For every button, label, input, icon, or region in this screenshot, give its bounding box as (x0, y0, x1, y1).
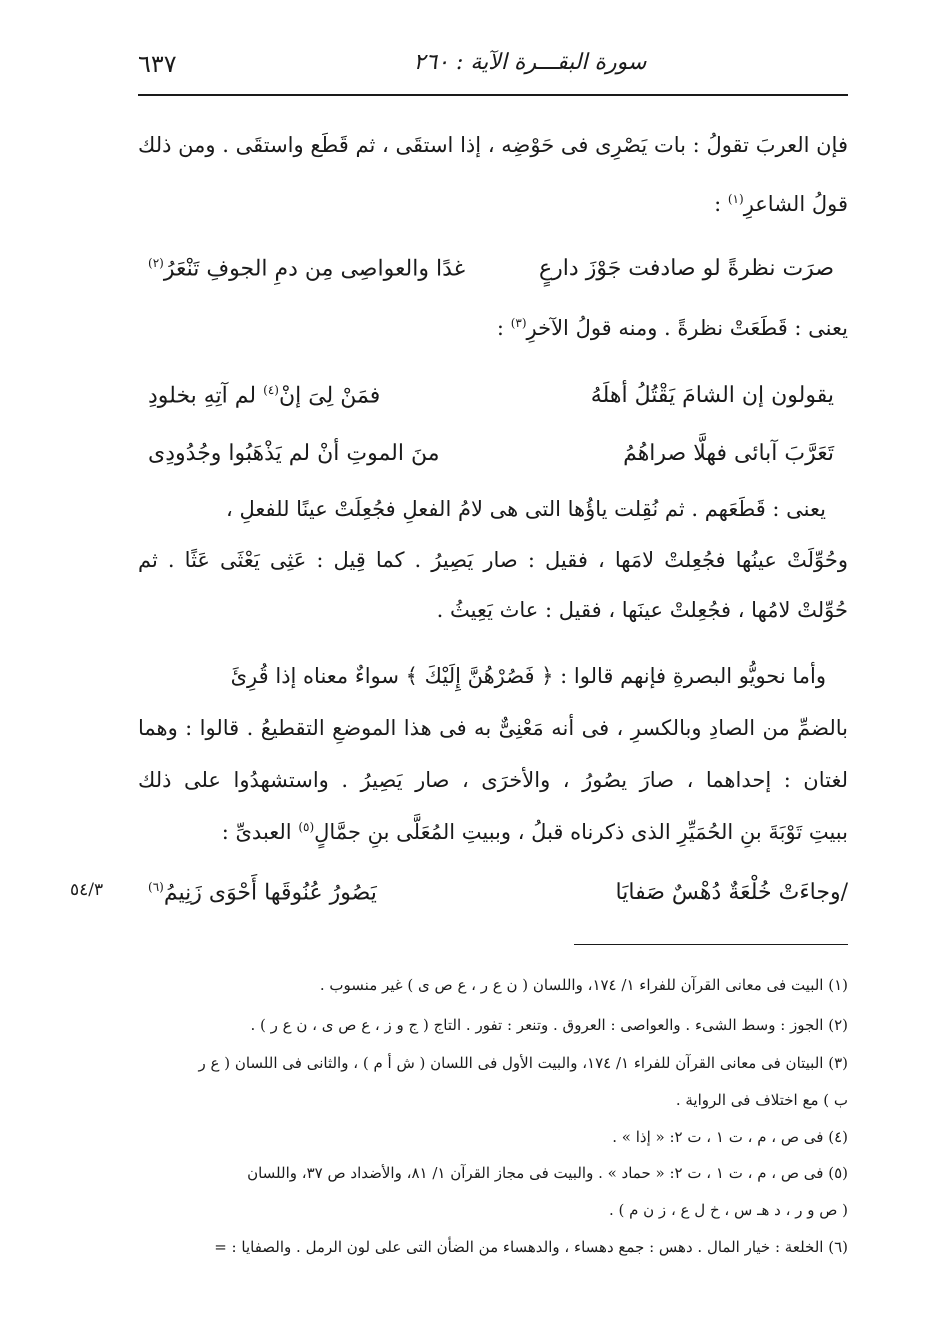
footnote-ref-2: (٢) (148, 256, 164, 270)
footnote-ref-5: (٥) (298, 820, 315, 834)
footnote-5-continued: ( ص و ر ، د هـ س ، خ ل ع ، ز ن م ) . (608, 1201, 848, 1219)
verse-4-second-hemistich: يَصُورُ عُنُوقَها أَحْوَى زَنِيمُ$^{(٦)}$ (148, 880, 377, 906)
text-line-4: يعنى : قَطَعَهم . ثم نُقِلت ياؤُها التى هى لامُ الفعلِ فجُعِلَتْ عينًا للفعلِ ، (226, 497, 826, 521)
text-line-1: فإن العربَ تقولُ : بات يَصْرِى فى حَوْضِه ، إذا استقَى ، ثم قَطَع واستقَى . ومن ذلك (138, 133, 848, 157)
margin-reference: ٥٤/٣ (70, 880, 104, 900)
text-line-6: حُوِّلتْ لامُها ، فجُعِلتْ عينَها ، فقيل : عاث يَعِيثُ . (436, 598, 848, 622)
verse-1-second-hemistich: غدًا والعواصِى مِن دمِ الجوفِ تَنْعَرُ$^{(٢)}$ (148, 256, 466, 282)
footnote-2: (٢) الجوز : وسط الشىء . والعواصى : العروق . وتنعر : تفور . التاج ( ج و ز ، ع ص ى ، ن ع ر ) . (250, 1016, 848, 1034)
verse-4-first-hemistich: /وجاءَتْ خُلْعَةٌ دُهْسٌ صَفايَا (615, 880, 848, 905)
text-line-5: وحُوِّلَتْ عينُها فجُعِلتْ لامَها ، فقيل : صار يَصِيرُ . كما قِيل : عَثِى يَعْثَى عَثًا . ثم (138, 548, 848, 572)
text-line-8: بالضمِّ من الصادِ وبالكسرِ ، فى أنه مَعْنِىٌّ به فى هذا الموضعِ التقطيعُ . قالوا : وهما (138, 716, 848, 740)
footnote-4: (٤) فى ص ، م ، ت ١ ، ت ٢: « إذا » . (612, 1128, 848, 1146)
footnote-ref-6: (٦) (148, 880, 164, 894)
footnote-ref-3: (٣) (510, 316, 527, 330)
text-line-10: ببيتِ تَوْبَةَ بنِ الحُمَيِّرِ الذى ذكرناه قبلُ ، وببيتِ المُعَلَّى بنِ جمَّالٍ$^{(٥)}$ العبدىِّ : (221, 820, 848, 844)
running-header: سورة البقـــرة الآية : ٢٦٠ (413, 50, 647, 75)
footnote-6: (٦) الخلعة : خيار المال . دهس : جمع دهساء ، والدهساء من الضأن التى على لون الرمل . والصفايا : = (214, 1238, 848, 1256)
page-number: ٦٣٧ (138, 50, 177, 78)
footnote-3-continued: ب ) مع اختلاف فى الرواية . (675, 1091, 848, 1109)
footnote-1: (١) البيت فى معانى القرآن للفراء ١/ ١٧٤، واللسان ( ن ع ر ، ع ص ى ) غير منسوب . (319, 976, 848, 994)
footnote-ref-1: (١) (727, 192, 744, 206)
verse-2-first-hemistich: يقولون إن الشامَ يَقْتُلُ أهلَهُ (590, 383, 834, 408)
text-line-7: وأما نحويُّو البصرةِ فإنهم قالوا : ﴿ فَصُرْهُنَّ إِلَيْكَ ﴾ سواءٌ معناه إذا قُرِئَ (230, 664, 826, 688)
verse-3-second-hemistich: منَ الموتِ أنْ لم يَذْهَبُوا وجُدُودِى (148, 441, 440, 466)
footnote-5: (٥) فى ص ، م ، ت ١ ، ت ٢: « حماد » . والبيت فى مجاز القرآن ١/ ٨١، والأضداد ص ٣٧، واللسان (247, 1164, 848, 1182)
text-line-9: لغتان : إحداهما ، صارَ يصُورُ ، والأخرَى ، صار يَصِيرُ . واستشهدُوا على ذلك (138, 768, 848, 792)
text-line-3: يعنى : قَطَعَتْ نظرةً . ومنه قولُ الآخرِ$^{(٣)}$ : (496, 316, 848, 340)
verse-2-second-hemistich: فمَنْ لِىَ إنْ$^{(٤)}$ لم آتِهِ بخلودِ (148, 383, 381, 409)
footnote-rule (574, 944, 848, 945)
text-line-2: قولُ الشاعرِ$^{(١)}$ : (714, 192, 848, 216)
verse-3-first-hemistich: تَعَرَّبَ آبائى فهلَّا صراهُمُ (623, 441, 834, 466)
header-rule (138, 94, 848, 96)
footnote-3: (٣) البيتان فى معانى القرآن للفراء ١/ ١٧٤، والبيت الأول فى اللسان ( ش أ م ) ، والثانى فى اللسان ( ع ر (198, 1054, 848, 1072)
verse-1-first-hemistich: صرَت نظرةً لو صادفت جَوْزَ دارعٍ (539, 256, 834, 281)
footnote-ref-4: (٤) (263, 383, 279, 397)
